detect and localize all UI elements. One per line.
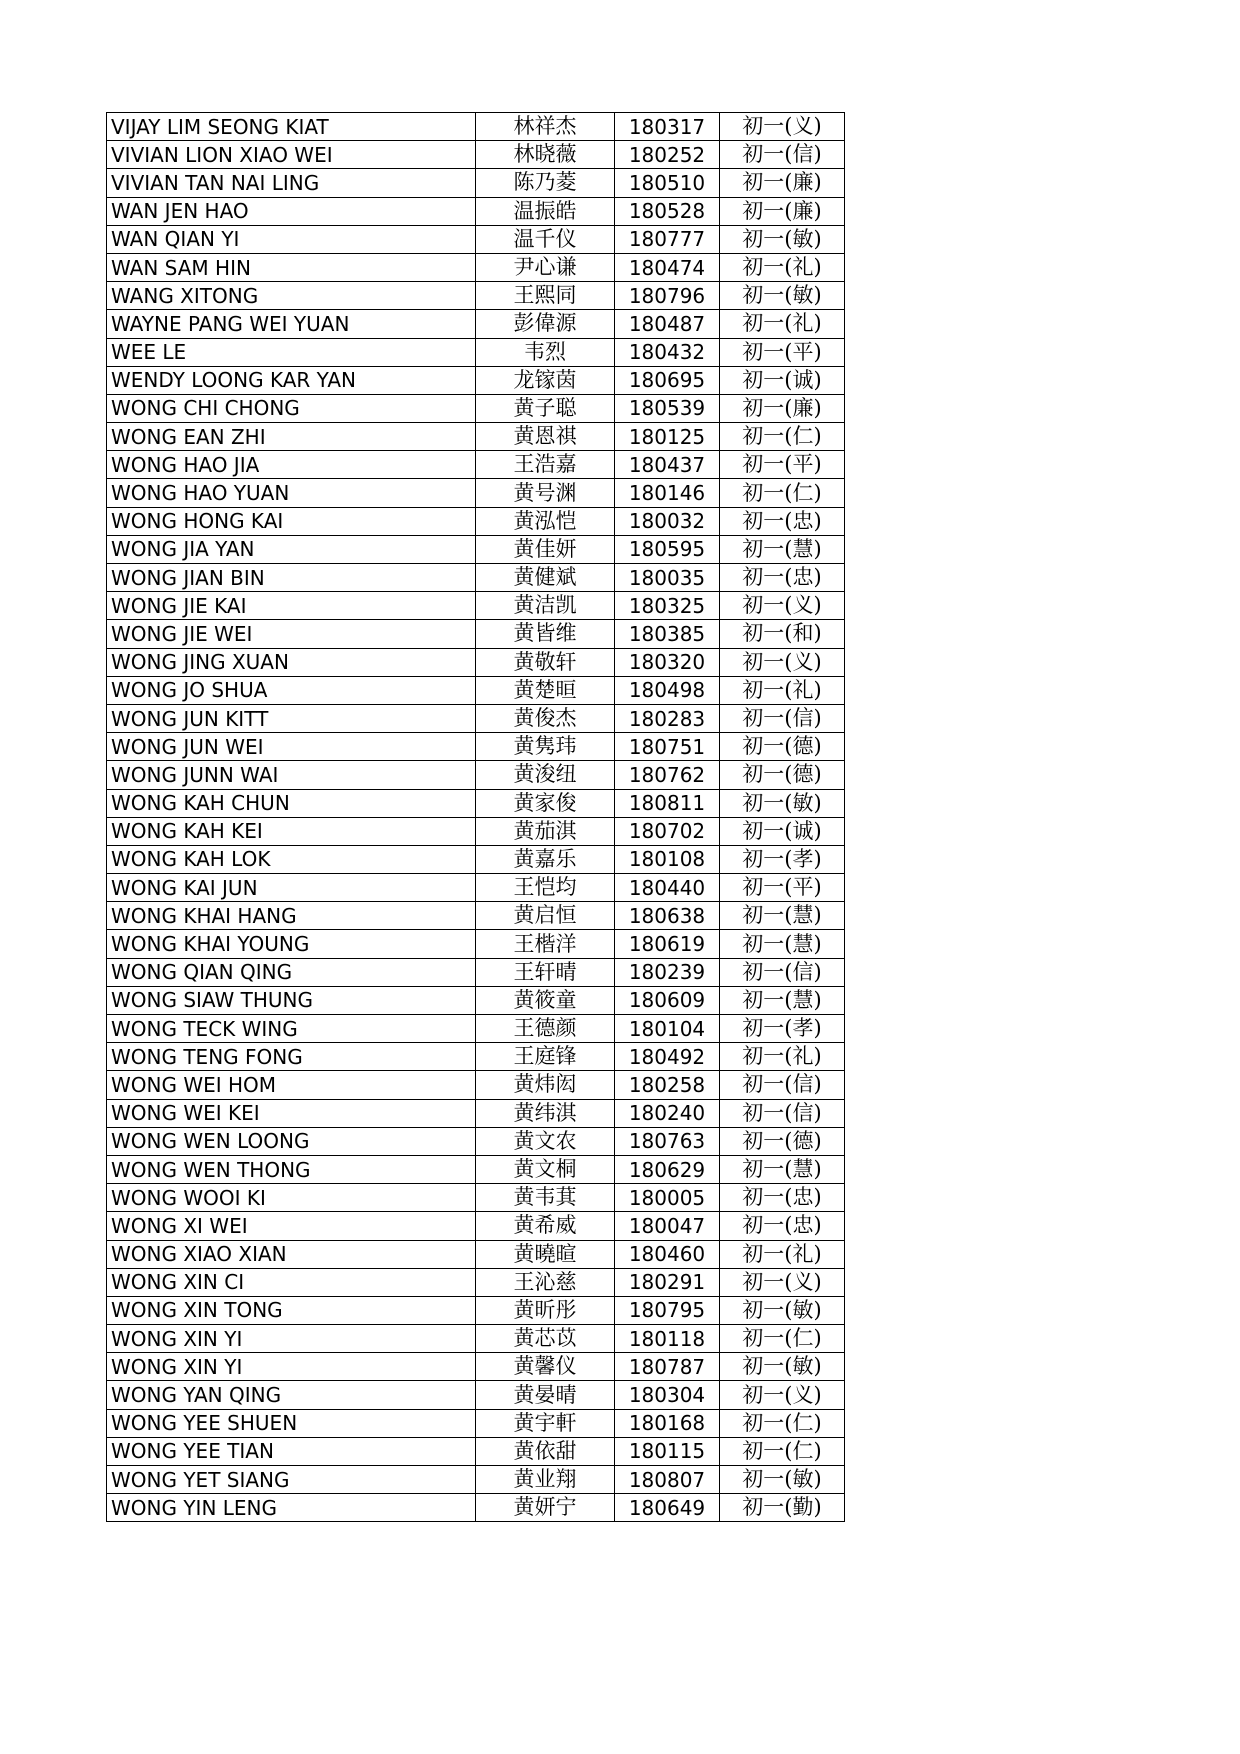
chinese-name-cell: 黄昕彤 bbox=[476, 1296, 615, 1324]
table-row bbox=[107, 986, 845, 1014]
class-cell: 初一(礼) bbox=[720, 253, 845, 281]
chinese-name-cell: 黄敬轩 bbox=[476, 648, 615, 676]
table-row bbox=[107, 507, 845, 535]
student-name-cell: WONG TENG FONG bbox=[107, 1043, 476, 1071]
chinese-name-cell: 黄恩祺 bbox=[476, 423, 615, 451]
student-id-cell: 180638 bbox=[615, 902, 720, 930]
class-cell: 初一(孝) bbox=[720, 1015, 845, 1043]
class-cell: 初一(信) bbox=[720, 958, 845, 986]
table-row bbox=[107, 1466, 845, 1494]
class-cell: 初一(义) bbox=[720, 1381, 845, 1409]
chinese-name-cell: 黄晏晴 bbox=[476, 1381, 615, 1409]
student-id-cell: 180304 bbox=[615, 1381, 720, 1409]
table-row bbox=[107, 1381, 845, 1409]
class-cell: 初一(慧) bbox=[720, 930, 845, 958]
student-id-cell: 180440 bbox=[615, 874, 720, 902]
student-name-cell: WONG HAO YUAN bbox=[107, 479, 476, 507]
student-id-cell: 180777 bbox=[615, 225, 720, 253]
student-name-cell: WONG YAN QING bbox=[107, 1381, 476, 1409]
chinese-name-cell: 黄家俊 bbox=[476, 789, 615, 817]
class-cell: 初一(礼) bbox=[720, 1240, 845, 1268]
student-name-cell: WONG KAI JUN bbox=[107, 874, 476, 902]
table-row bbox=[107, 958, 845, 986]
table-row bbox=[107, 1212, 845, 1240]
chinese-name-cell: 王楷洋 bbox=[476, 930, 615, 958]
table-row bbox=[107, 1268, 845, 1296]
class-cell: 初一(信) bbox=[720, 1099, 845, 1127]
table-row bbox=[107, 451, 845, 479]
class-cell: 初一(平) bbox=[720, 874, 845, 902]
student-id-cell: 180047 bbox=[615, 1212, 720, 1240]
student-name-cell: WONG WEI KEI bbox=[107, 1099, 476, 1127]
student-id-cell: 180619 bbox=[615, 930, 720, 958]
student-name-cell: WONG XI WEI bbox=[107, 1212, 476, 1240]
chinese-name-cell: 黄隽玮 bbox=[476, 733, 615, 761]
student-name-cell: WONG HONG KAI bbox=[107, 507, 476, 535]
student-name-cell: WONG QIAN QING bbox=[107, 958, 476, 986]
chinese-name-cell: 黄依甜 bbox=[476, 1437, 615, 1465]
table-row bbox=[107, 564, 845, 592]
table-row bbox=[107, 1099, 845, 1127]
table-row bbox=[107, 535, 845, 563]
class-cell: 初一(廉) bbox=[720, 394, 845, 422]
chinese-name-cell: 林晓薇 bbox=[476, 141, 615, 169]
class-cell: 初一(信) bbox=[720, 141, 845, 169]
chinese-name-cell: 尹心谦 bbox=[476, 253, 615, 281]
chinese-name-cell: 黄佳妍 bbox=[476, 535, 615, 563]
student-id-cell: 180762 bbox=[615, 761, 720, 789]
student-id-cell: 180629 bbox=[615, 1155, 720, 1183]
class-cell: 初一(慧) bbox=[720, 535, 845, 563]
class-cell: 初一(忠) bbox=[720, 1212, 845, 1240]
table-row bbox=[107, 789, 845, 817]
table-row bbox=[107, 310, 845, 338]
class-cell: 初一(慧) bbox=[720, 986, 845, 1014]
student-name-cell: WONG XIN TONG bbox=[107, 1296, 476, 1324]
class-cell: 初一(诚) bbox=[720, 817, 845, 845]
student-id-cell: 180460 bbox=[615, 1240, 720, 1268]
student-name-cell: WONG XIN YI bbox=[107, 1325, 476, 1353]
class-cell: 初一(义) bbox=[720, 592, 845, 620]
table-row bbox=[107, 733, 845, 761]
student-name-cell: WONG JUNN WAI bbox=[107, 761, 476, 789]
student-id-cell: 180283 bbox=[615, 704, 720, 732]
student-name-cell: WONG SIAW THUNG bbox=[107, 986, 476, 1014]
student-id-cell: 180258 bbox=[615, 1071, 720, 1099]
class-cell: 初一(勤) bbox=[720, 1494, 845, 1522]
chinese-name-cell: 黄俊杰 bbox=[476, 704, 615, 732]
table-row bbox=[107, 479, 845, 507]
chinese-name-cell: 王轩晴 bbox=[476, 958, 615, 986]
student-id-cell: 180807 bbox=[615, 1466, 720, 1494]
student-roster-table bbox=[106, 112, 845, 1522]
table-row bbox=[107, 648, 845, 676]
chinese-name-cell: 黄皆维 bbox=[476, 620, 615, 648]
student-name-cell: WONG JUN KITT bbox=[107, 704, 476, 732]
student-name-cell: WONG YEE SHUEN bbox=[107, 1409, 476, 1437]
chinese-name-cell: 黄文桐 bbox=[476, 1155, 615, 1183]
chinese-name-cell: 王浩嘉 bbox=[476, 451, 615, 479]
student-name-cell: VIVIAN TAN NAI LING bbox=[107, 169, 476, 197]
chinese-name-cell: 黄业翔 bbox=[476, 1466, 615, 1494]
student-name-cell: WONG WEI HOM bbox=[107, 1071, 476, 1099]
table-row bbox=[107, 704, 845, 732]
student-name-cell: WONG JUN WEI bbox=[107, 733, 476, 761]
chinese-name-cell: 黄希威 bbox=[476, 1212, 615, 1240]
class-cell: 初一(廉) bbox=[720, 169, 845, 197]
chinese-name-cell: 黄启恒 bbox=[476, 902, 615, 930]
chinese-name-cell: 黄炜闳 bbox=[476, 1071, 615, 1099]
class-cell: 初一(忠) bbox=[720, 1184, 845, 1212]
class-cell: 初一(诚) bbox=[720, 366, 845, 394]
class-cell: 初一(平) bbox=[720, 338, 845, 366]
class-cell: 初一(仁) bbox=[720, 1437, 845, 1465]
table-row bbox=[107, 1437, 845, 1465]
class-cell: 初一(德) bbox=[720, 1127, 845, 1155]
chinese-name-cell: 黄号渊 bbox=[476, 479, 615, 507]
class-cell: 初一(义) bbox=[720, 113, 845, 141]
student-id-cell: 180035 bbox=[615, 564, 720, 592]
student-id-cell: 180240 bbox=[615, 1099, 720, 1127]
table-row bbox=[107, 1494, 845, 1522]
table-row bbox=[107, 761, 845, 789]
student-name-cell: VIVIAN LION XIAO WEI bbox=[107, 141, 476, 169]
student-name-cell: WAYNE PANG WEI YUAN bbox=[107, 310, 476, 338]
student-name-cell: WAN SAM HIN bbox=[107, 253, 476, 281]
chinese-name-cell: 黄洁凯 bbox=[476, 592, 615, 620]
class-cell: 初一(仁) bbox=[720, 479, 845, 507]
student-id-cell: 180104 bbox=[615, 1015, 720, 1043]
class-cell: 初一(礼) bbox=[720, 676, 845, 704]
student-id-cell: 180796 bbox=[615, 282, 720, 310]
class-cell: 初一(仁) bbox=[720, 1325, 845, 1353]
student-id-cell: 180115 bbox=[615, 1437, 720, 1465]
student-name-cell: WONG KAH LOK bbox=[107, 845, 476, 873]
student-id-cell: 180498 bbox=[615, 676, 720, 704]
chinese-name-cell: 王恺均 bbox=[476, 874, 615, 902]
chinese-name-cell: 黄文农 bbox=[476, 1127, 615, 1155]
chinese-name-cell: 王熙同 bbox=[476, 282, 615, 310]
student-name-cell: WENDY LOONG KAR YAN bbox=[107, 366, 476, 394]
student-name-cell: WONG KAH KEI bbox=[107, 817, 476, 845]
class-cell: 初一(德) bbox=[720, 761, 845, 789]
chinese-name-cell: 黄韦萁 bbox=[476, 1184, 615, 1212]
student-name-cell: WONG EAN ZHI bbox=[107, 423, 476, 451]
student-id-cell: 180763 bbox=[615, 1127, 720, 1155]
student-name-cell: WANG XITONG bbox=[107, 282, 476, 310]
class-cell: 初一(忠) bbox=[720, 564, 845, 592]
table-row bbox=[107, 1127, 845, 1155]
student-id-cell: 180437 bbox=[615, 451, 720, 479]
table-row bbox=[107, 817, 845, 845]
student-id-cell: 180795 bbox=[615, 1296, 720, 1324]
table-row bbox=[107, 1409, 845, 1437]
chinese-name-cell: 黄子聪 bbox=[476, 394, 615, 422]
class-cell: 初一(仁) bbox=[720, 1409, 845, 1437]
class-cell: 初一(孝) bbox=[720, 845, 845, 873]
student-name-cell: WONG TECK WING bbox=[107, 1015, 476, 1043]
table-row bbox=[107, 1325, 845, 1353]
student-name-cell: WONG WOOI KI bbox=[107, 1184, 476, 1212]
student-id-cell: 180239 bbox=[615, 958, 720, 986]
chinese-name-cell: 黄茄淇 bbox=[476, 817, 615, 845]
class-cell: 初一(敏) bbox=[720, 1353, 845, 1381]
table-row bbox=[107, 1296, 845, 1324]
student-name-cell: WONG KHAI HANG bbox=[107, 902, 476, 930]
table-row bbox=[107, 1240, 845, 1268]
student-name-cell: WAN JEN HAO bbox=[107, 197, 476, 225]
chinese-name-cell: 温振皓 bbox=[476, 197, 615, 225]
chinese-name-cell: 林祥杰 bbox=[476, 113, 615, 141]
class-cell: 初一(廉) bbox=[720, 197, 845, 225]
chinese-name-cell: 黄曉暄 bbox=[476, 1240, 615, 1268]
chinese-name-cell: 黄纬淇 bbox=[476, 1099, 615, 1127]
table-row bbox=[107, 1071, 845, 1099]
table-row bbox=[107, 423, 845, 451]
table-row bbox=[107, 394, 845, 422]
table-row bbox=[107, 253, 845, 281]
table-row bbox=[107, 225, 845, 253]
student-id-cell: 180252 bbox=[615, 141, 720, 169]
table-row bbox=[107, 874, 845, 902]
student-id-cell: 180432 bbox=[615, 338, 720, 366]
table-row bbox=[107, 592, 845, 620]
chinese-name-cell: 黄筱童 bbox=[476, 986, 615, 1014]
student-id-cell: 180811 bbox=[615, 789, 720, 817]
student-name-cell: WONG HAO JIA bbox=[107, 451, 476, 479]
chinese-name-cell: 黄楚晅 bbox=[476, 676, 615, 704]
table-row bbox=[107, 620, 845, 648]
table-row bbox=[107, 902, 845, 930]
chinese-name-cell: 彭偉源 bbox=[476, 310, 615, 338]
student-name-cell: WONG KHAI YOUNG bbox=[107, 930, 476, 958]
chinese-name-cell: 王沁慈 bbox=[476, 1268, 615, 1296]
class-cell: 初一(礼) bbox=[720, 1043, 845, 1071]
student-id-cell: 180649 bbox=[615, 1494, 720, 1522]
class-cell: 初一(义) bbox=[720, 648, 845, 676]
student-id-cell: 180317 bbox=[615, 113, 720, 141]
student-name-cell: VIJAY LIM SEONG KIAT bbox=[107, 113, 476, 141]
table-row bbox=[107, 197, 845, 225]
table-row bbox=[107, 141, 845, 169]
student-id-cell: 180118 bbox=[615, 1325, 720, 1353]
student-name-cell: WONG XIN CI bbox=[107, 1268, 476, 1296]
class-cell: 初一(慧) bbox=[720, 902, 845, 930]
class-cell: 初一(忠) bbox=[720, 507, 845, 535]
table-row bbox=[107, 366, 845, 394]
student-name-cell: WONG JIAN BIN bbox=[107, 564, 476, 592]
student-id-cell: 180320 bbox=[615, 648, 720, 676]
student-id-cell: 180291 bbox=[615, 1268, 720, 1296]
student-id-cell: 180539 bbox=[615, 394, 720, 422]
student-id-cell: 180702 bbox=[615, 817, 720, 845]
student-name-cell: WONG JIE WEI bbox=[107, 620, 476, 648]
chinese-name-cell: 黄妍宁 bbox=[476, 1494, 615, 1522]
student-id-cell: 180787 bbox=[615, 1353, 720, 1381]
student-name-cell: WONG JING XUAN bbox=[107, 648, 476, 676]
student-name-cell: WONG JIE KAI bbox=[107, 592, 476, 620]
student-name-cell: WONG XIAO XIAN bbox=[107, 1240, 476, 1268]
chinese-name-cell: 黄嘉乐 bbox=[476, 845, 615, 873]
student-name-cell: WONG JO SHUA bbox=[107, 676, 476, 704]
student-name-cell: WONG YIN LENG bbox=[107, 1494, 476, 1522]
student-id-cell: 180510 bbox=[615, 169, 720, 197]
table-row bbox=[107, 1015, 845, 1043]
chinese-name-cell: 黄健斌 bbox=[476, 564, 615, 592]
class-cell: 初一(德) bbox=[720, 733, 845, 761]
student-name-cell: WONG KAH CHUN bbox=[107, 789, 476, 817]
table-row bbox=[107, 930, 845, 958]
student-id-cell: 180146 bbox=[615, 479, 720, 507]
table-row bbox=[107, 169, 845, 197]
student-id-cell: 180487 bbox=[615, 310, 720, 338]
class-cell: 初一(敏) bbox=[720, 1296, 845, 1324]
student-id-cell: 180751 bbox=[615, 733, 720, 761]
table-row bbox=[107, 338, 845, 366]
student-id-cell: 180385 bbox=[615, 620, 720, 648]
chinese-name-cell: 龙镓茵 bbox=[476, 366, 615, 394]
chinese-name-cell: 黄宇軒 bbox=[476, 1409, 615, 1437]
table-row bbox=[107, 1155, 845, 1183]
chinese-name-cell: 黄芯苡 bbox=[476, 1325, 615, 1353]
class-cell: 初一(信) bbox=[720, 1071, 845, 1099]
student-name-cell: WONG JIA YAN bbox=[107, 535, 476, 563]
student-id-cell: 180032 bbox=[615, 507, 720, 535]
student-id-cell: 180695 bbox=[615, 366, 720, 394]
student-name-cell: WONG WEN LOONG bbox=[107, 1127, 476, 1155]
table-row bbox=[107, 845, 845, 873]
class-cell: 初一(平) bbox=[720, 451, 845, 479]
table-row bbox=[107, 1184, 845, 1212]
class-cell: 初一(敏) bbox=[720, 789, 845, 817]
class-cell: 初一(和) bbox=[720, 620, 845, 648]
student-name-cell: WONG YEE TIAN bbox=[107, 1437, 476, 1465]
chinese-name-cell: 陈乃菱 bbox=[476, 169, 615, 197]
table-row bbox=[107, 676, 845, 704]
chinese-name-cell: 黄浚纽 bbox=[476, 761, 615, 789]
student-id-cell: 180168 bbox=[615, 1409, 720, 1437]
chinese-name-cell: 黄泓恺 bbox=[476, 507, 615, 535]
class-cell: 初一(礼) bbox=[720, 310, 845, 338]
student-id-cell: 180528 bbox=[615, 197, 720, 225]
chinese-name-cell: 王德颜 bbox=[476, 1015, 615, 1043]
student-name-cell: WEE LE bbox=[107, 338, 476, 366]
student-id-cell: 180474 bbox=[615, 253, 720, 281]
class-cell: 初一(慧) bbox=[720, 1155, 845, 1183]
student-name-cell: WONG YET SIANG bbox=[107, 1466, 476, 1494]
student-id-cell: 180325 bbox=[615, 592, 720, 620]
roster-body bbox=[107, 113, 845, 1522]
table-row bbox=[107, 113, 845, 141]
student-name-cell: WAN QIAN YI bbox=[107, 225, 476, 253]
student-id-cell: 180005 bbox=[615, 1184, 720, 1212]
table-row bbox=[107, 282, 845, 310]
student-name-cell: WONG XIN YI bbox=[107, 1353, 476, 1381]
class-cell: 初一(敏) bbox=[720, 282, 845, 310]
chinese-name-cell: 黄馨仪 bbox=[476, 1353, 615, 1381]
student-id-cell: 180108 bbox=[615, 845, 720, 873]
class-cell: 初一(仁) bbox=[720, 423, 845, 451]
student-id-cell: 180595 bbox=[615, 535, 720, 563]
chinese-name-cell: 王庭锋 bbox=[476, 1043, 615, 1071]
class-cell: 初一(敏) bbox=[720, 225, 845, 253]
table-row bbox=[107, 1353, 845, 1381]
class-cell: 初一(信) bbox=[720, 704, 845, 732]
table-row bbox=[107, 1043, 845, 1071]
student-name-cell: WONG CHI CHONG bbox=[107, 394, 476, 422]
chinese-name-cell: 温千仪 bbox=[476, 225, 615, 253]
student-id-cell: 180609 bbox=[615, 986, 720, 1014]
chinese-name-cell: 韦烈 bbox=[476, 338, 615, 366]
student-id-cell: 180125 bbox=[615, 423, 720, 451]
student-id-cell: 180492 bbox=[615, 1043, 720, 1071]
class-cell: 初一(义) bbox=[720, 1268, 845, 1296]
student-name-cell: WONG WEN THONG bbox=[107, 1155, 476, 1183]
class-cell: 初一(敏) bbox=[720, 1466, 845, 1494]
